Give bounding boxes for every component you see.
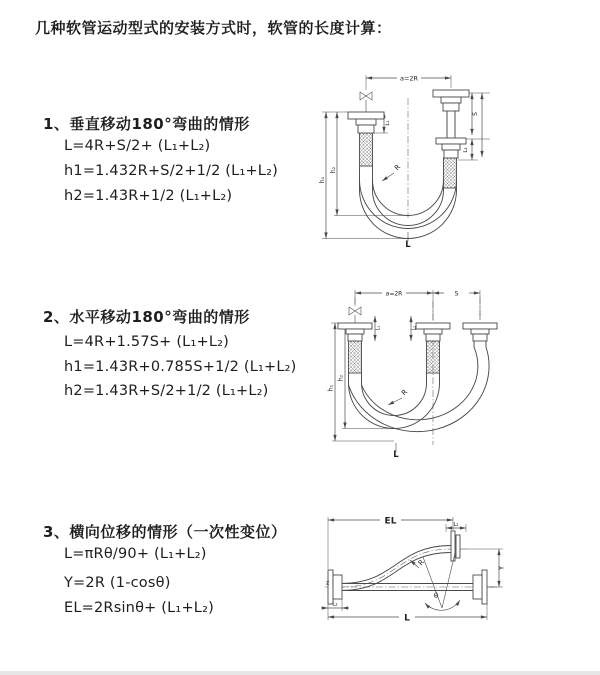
flange-left [338, 323, 372, 341]
braided-hose-middle [427, 341, 440, 373]
dim-label-a2r: a=2R [385, 290, 403, 298]
page-bottom-scan-edge [0, 671, 600, 675]
flange-right-top [433, 90, 469, 111]
dim-label-r: R [393, 163, 403, 173]
valve-icon [349, 307, 361, 323]
braided-hose-left [360, 133, 373, 166]
extension-lines [328, 517, 503, 620]
diagram-horizontal-180-bend [327, 283, 530, 461]
section-1-heading: 1、垂直移动180°弯曲的情形 [43, 115, 250, 133]
section-1-formula-L: L=4R+S/2+ (L₁+L₂) [64, 138, 211, 154]
dim-label-s: S [454, 290, 459, 298]
dim-label-l2: L₂ [463, 147, 469, 153]
dim-label-l1: L₁ [332, 601, 338, 608]
valve-icon [360, 92, 372, 112]
page-title: 几种软管运动型式的安装方式时，软管的长度计算： [35, 19, 392, 37]
section-2-formula-h1: h1=1.43R+0.785S+1/2 (L₁+L₂) [64, 359, 297, 375]
section-3-formula-EL: EL=2Rsinθ+ (L₁+L₂) [64, 600, 214, 616]
dim-label-a2r: a=2R [399, 74, 419, 83]
section-3-heading: 3、横向位移的情形（一次性变位） [43, 523, 287, 541]
dim-label-l: L [393, 450, 399, 460]
dim-label-l1: L₁ [375, 325, 382, 331]
flange-right [463, 323, 497, 341]
hose-curve-centerline [342, 549, 451, 587]
section-2-formula-L: L=4R+1.57S+ (L₁+L₂) [64, 334, 229, 350]
section-3-formula-L: L=πRθ/90+ (L₁+L₂) [64, 546, 207, 562]
hose-u-bends [349, 341, 490, 432]
u-bend-position-1 [349, 383, 440, 429]
section-1-formula-h2: h2=1.43R+1/2 (L₁+L₂) [64, 188, 233, 204]
dim-label-l2: L₂ [411, 325, 418, 331]
r-leader-arrow [382, 173, 394, 181]
flange-middle [416, 323, 450, 341]
section-2-formula-h2: h2=1.43R+S/2+1/2 (L₁+L₂) [64, 383, 269, 399]
dim-label-l: L [404, 613, 410, 624]
dim-label-h1: h₁ [319, 176, 326, 184]
dim-label-l1: L₁ [385, 120, 391, 126]
braided-hose-right [444, 158, 457, 188]
dim-label-theta: θ [433, 592, 439, 600]
dim-label-h1: h₁ [327, 384, 335, 392]
center-axis-lines [355, 297, 480, 445]
flange-left [348, 112, 384, 133]
u-bend-position-2 [349, 347, 490, 432]
diagram-vertical-180-bend [318, 68, 503, 253]
union-right-lower [436, 138, 466, 158]
extension-lines [322, 75, 490, 239]
dim-label-h2: h₂ [330, 166, 337, 174]
dim-label-h2: h₂ [337, 374, 345, 382]
dim-label-s: S [472, 112, 479, 116]
dim-label-l: L [405, 240, 411, 250]
section-1-formula-h1: h1=1.432R+S/2+1/2 (L₁+L₂) [64, 163, 278, 179]
flange-left [328, 570, 342, 604]
flange-right-lower [473, 570, 494, 604]
fixed-end-z-mark: z [326, 579, 330, 587]
dim-label-el: EL [384, 516, 397, 527]
dimension-lines [321, 520, 499, 617]
flange-upper-displaced [451, 531, 467, 561]
theta-angle-construction [423, 553, 460, 610]
r-leader-arrow [388, 398, 402, 405]
dim-label-l2: L₂ [453, 522, 459, 528]
dim-label-r: R [416, 558, 427, 568]
dim-label-y: Y [497, 565, 506, 571]
dim-label-r: R [400, 388, 410, 398]
section-3-formula-Y: Y=2R (1-cosθ) [64, 575, 171, 591]
diagram-lateral-displacement [325, 507, 530, 657]
braided-hose-left [349, 341, 362, 373]
hose-wall-stubs [349, 341, 487, 385]
section-2-heading: 2、水平移动180°弯曲的情形 [43, 308, 250, 326]
